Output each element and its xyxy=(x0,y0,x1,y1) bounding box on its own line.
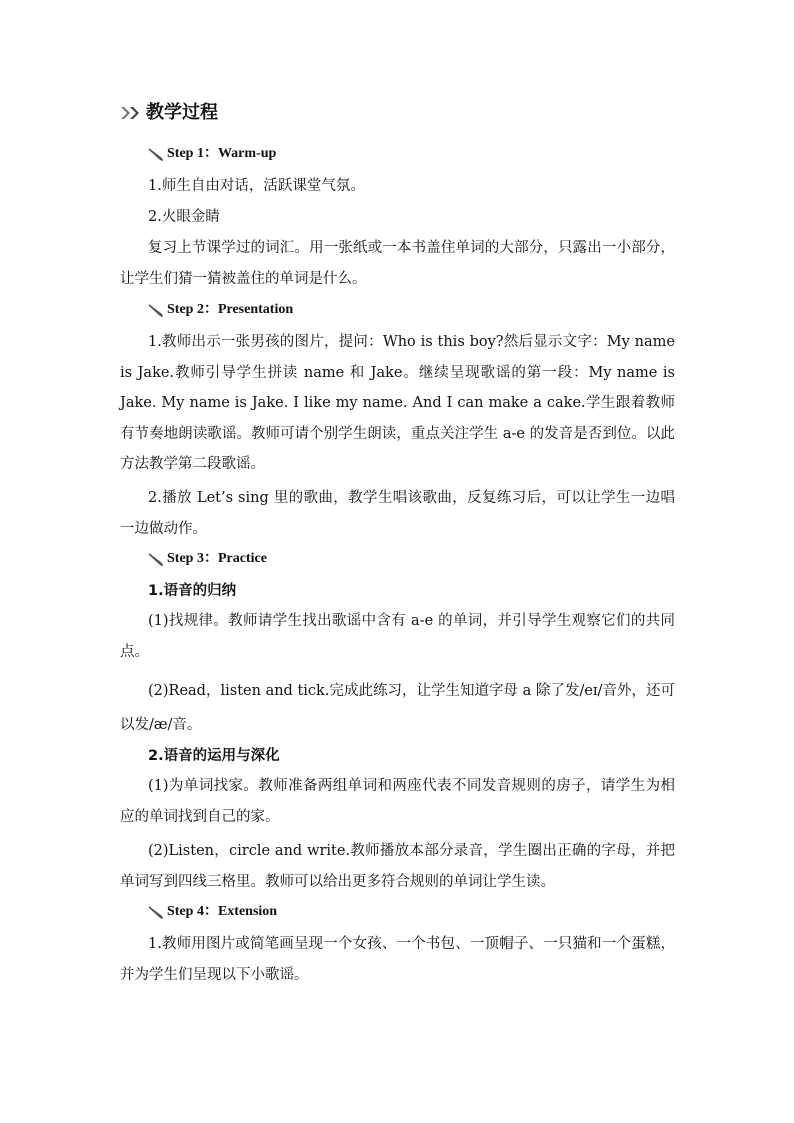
step-2-heading xyxy=(148,300,293,320)
double-chevron-icon xyxy=(120,105,144,121)
step-2-paragraph-2: 2.播放 Let’s sing 里的歌曲，教学生唱该歌曲，反复练习后，可以让学生一边唱一边做动作。 xyxy=(120,490,675,537)
step-3-paragraph-3: (1)为单词找家。教师准备两组单词和两座代表不同发音规则的房子，请学生为相应的单词找到自己的家。 xyxy=(120,778,675,825)
step-3-paragraph-2: (2)Read，listen and tick.完成此练习，让学生知道字母 a 除了发/eɪ/音外，还可以发/æ/音。 xyxy=(120,683,675,733)
step-4-label: Step 4：Extension xyxy=(167,904,278,919)
pen-icon xyxy=(148,147,164,161)
step-1-paragraph-1: 1.师生自由对话，活跃课堂气氛。 xyxy=(148,178,365,194)
step-3-paragraph-1: (1)找规律。教师请学生找出歌谣中含有 a-e 的单词，并引导学生观察它们的共同点。 xyxy=(120,613,675,660)
step-3-subheading-1: 1.语音的归纳 xyxy=(148,583,237,599)
step-3-subheading-2: 2.语音的运用与深化 xyxy=(148,748,280,764)
section-title xyxy=(120,100,218,126)
step-3-label: Step 3：Practice xyxy=(167,551,267,566)
step-4-paragraph-1: 1.教师用图片或简笔画呈现一个女孩、一个书包、一顶帽子、一只猫和一个蛋糕，并为学生们呈现以下小歌谣。 xyxy=(120,936,675,983)
step-1-paragraph-2: 2.火眼金睛 xyxy=(148,209,220,225)
section-title-text: 教学过程 xyxy=(146,102,218,123)
step-1-heading xyxy=(148,144,276,164)
step-1-label: Step 1：Warm-up xyxy=(167,146,277,161)
step-1-paragraph-3: 复习上节课学过的词汇。用一张纸或一本书盖住单词的大部分，只露出一小部分，让学生们猜一猜被盖住的单词是什么。 xyxy=(120,240,675,287)
step-2-label: Step 2：Presentation xyxy=(167,302,294,317)
step-3-heading xyxy=(148,549,267,569)
step-2-paragraph-1: 1.教师出示一张男孩的图片，提问：Who is this boy?然后显示文字：My name is Jake.教师引导学生拼读 name 和 Jake。继续呈现歌谣的第一段：My name is Jake. My name is Jake. I like my name. And I can make a cake.学生跟着教师有节奏地朗读歌谣。教师可请个别学生朗读，重点关注学生 a-e 的发音是否到位。以此方法教学第二段歌谣。 xyxy=(120,334,675,473)
step-3-paragraph-4: (2)Listen，circle and write.教师播放本部分录音，学生圈出正确的字母，并把单词写到四线三格里。教师可以给出更多符合规则的单词让学生读。 xyxy=(120,843,675,890)
step-4-heading xyxy=(148,902,277,922)
pen-icon xyxy=(148,552,164,566)
pen-icon xyxy=(148,905,164,919)
pen-icon xyxy=(148,303,164,317)
